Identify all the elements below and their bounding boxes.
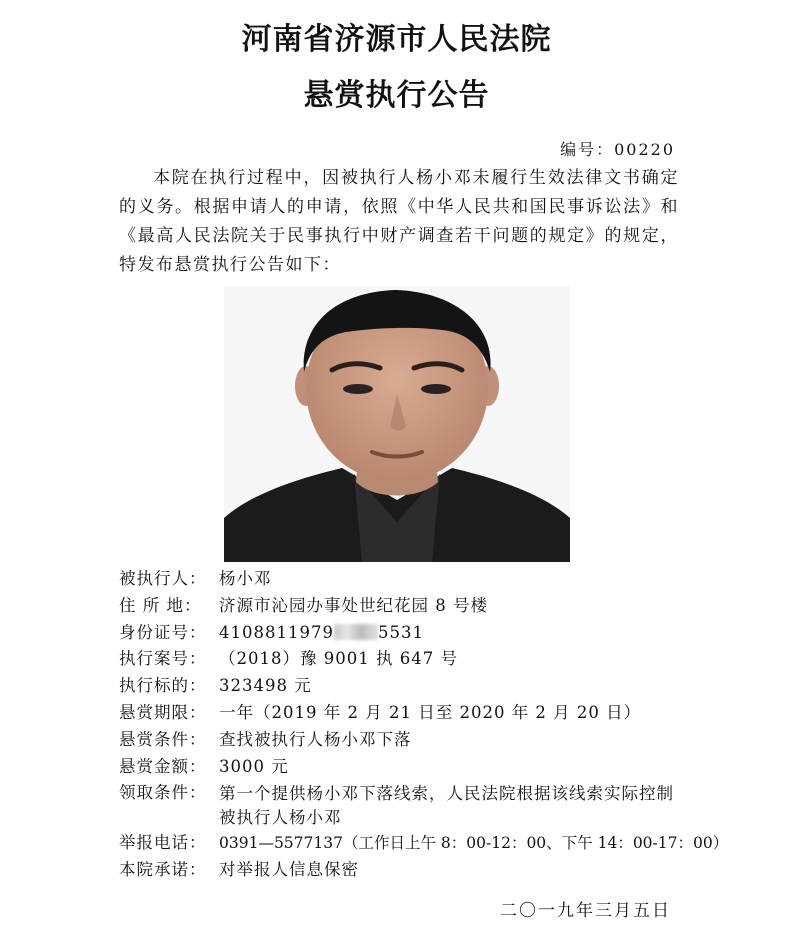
field-reward-condition (119, 727, 699, 754)
field-name-value: 杨小邓 (219, 569, 272, 588)
field-case-number (119, 646, 699, 673)
id-number-prefix: 4108811979 (219, 622, 334, 642)
field-reward-condition-value: 查找被执行人杨小邓下落 (219, 729, 412, 749)
field-id-number-value (219, 620, 424, 647)
field-amount-target-value: 323498 元 (219, 676, 312, 696)
person-photo (224, 286, 570, 562)
field-reward-condition-label: 悬赏条件： (119, 729, 207, 749)
field-claim-condition (119, 780, 699, 830)
document-number: 编号：00220 (560, 140, 675, 159)
page-title-line1: 河南省济源市人民法院 (241, 22, 552, 57)
id-number-suffix: 5531 (377, 622, 424, 642)
field-reward-period-label: 悬赏期限： (119, 702, 207, 722)
intro-paragraph: 本院在执行过程中，因被执行人杨小邓未履行生效法律文书确定的义务。根据申请人的申请，依照《中华人民共和国民事诉讼法》和《最高人民法院关于民事执行中财产调查若干问题的规定》的规定，特发布悬赏执行公告如下： (119, 168, 679, 275)
field-report-phone (119, 830, 729, 857)
field-reward-amount-label: 悬赏金额： (119, 756, 207, 776)
field-report-phone-value: 0391—5577137（工作日上午 8：00-12：00、下午 14：00-17：00） (219, 834, 729, 853)
field-report-phone-label: 举报电话： (119, 833, 207, 853)
field-case-number-label: 执行案号： (119, 649, 207, 669)
id-number-redaction (334, 624, 378, 640)
field-amount-target-label: 执行标的： (119, 676, 207, 696)
field-promise-label: 本院承诺： (119, 860, 207, 880)
field-id-number (119, 620, 699, 647)
field-reward-amount (119, 754, 699, 781)
field-promise (119, 857, 699, 884)
field-amount-target (119, 673, 699, 700)
field-name (119, 566, 699, 593)
field-case-number-value: （2018）豫 9001 执 647 号 (219, 649, 458, 669)
field-address-label: 住 所 地： (119, 595, 202, 615)
person-photo-icon (224, 286, 570, 562)
page-title-line2: 悬赏执行公告 (303, 78, 490, 113)
case-fields (119, 566, 729, 884)
field-address-value: 济源市沁园办事处世纪花园 8 号楼 (219, 595, 488, 615)
issue-date: 二〇一九年三月五日 (500, 901, 671, 921)
field-reward-period-value: 一年（2019 年 2 月 21 日至 2020 年 2 月 20 日） (219, 702, 642, 722)
field-promise-value: 对举报人信息保密 (219, 860, 359, 880)
field-address (119, 593, 699, 620)
field-reward-amount-value: 3000 元 (219, 756, 289, 776)
field-claim-condition-label: 领取条件： (119, 783, 207, 803)
field-id-number-label: 身份证号： (119, 622, 207, 642)
field-claim-condition-value: 第一个提供杨小邓下落线索，人民法院根据该线索实际控制被执行人杨小邓 (219, 784, 674, 828)
field-name-label: 被执行人： (119, 569, 207, 588)
field-reward-period (119, 700, 699, 727)
